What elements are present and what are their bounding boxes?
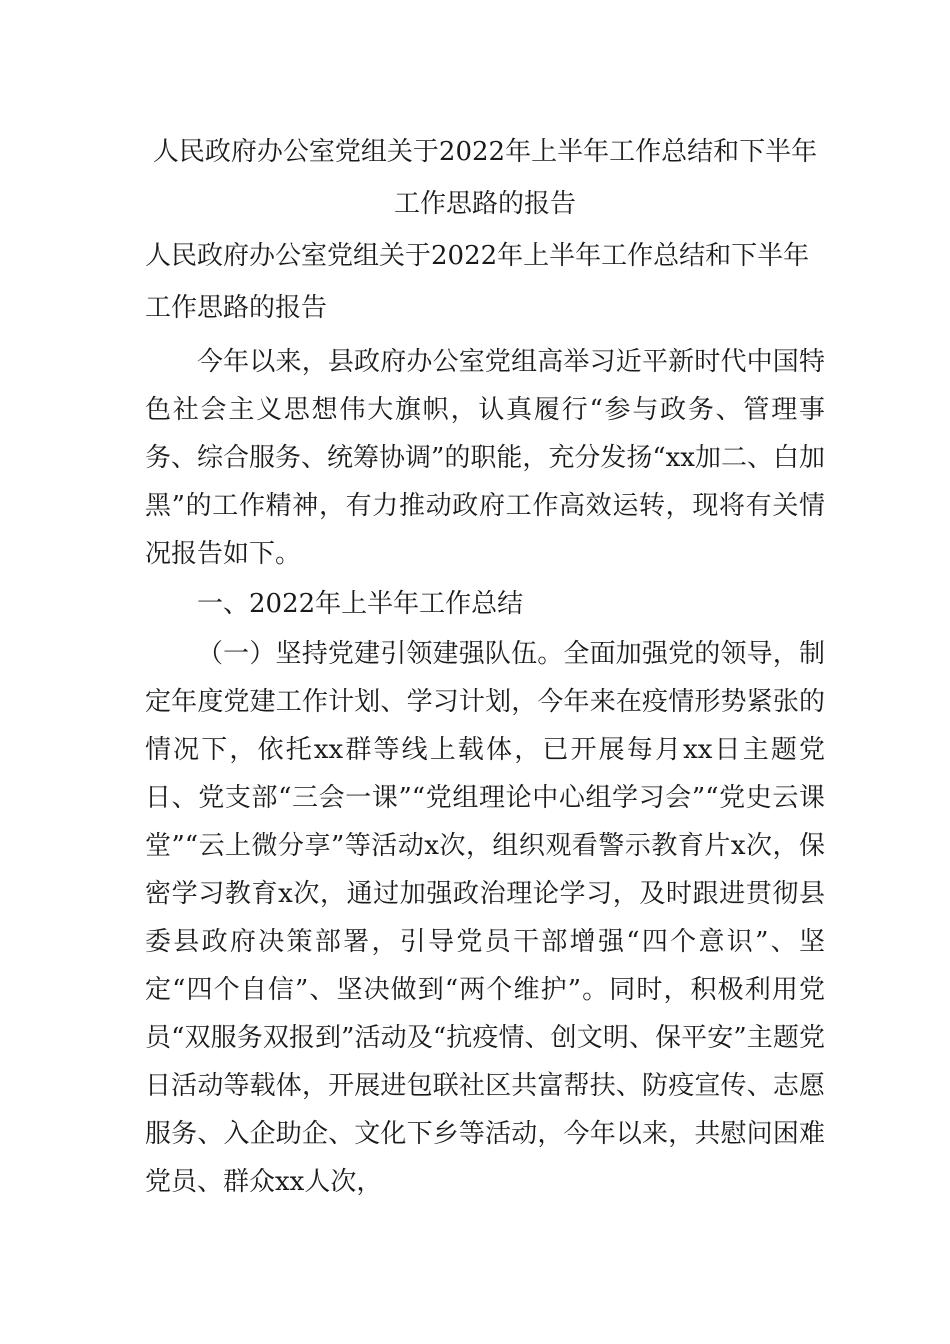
document-page bbox=[145, 126, 825, 1206]
section-1-paragraph-1: （一）坚持党建引领建强队伍。全面加强党的领导，制定年度党建工作计划、学习计划，今年来在疫情形势紧张的情况下，依托xx群等线上载体，已开展每月xx日主题党日、党支部“三会一课”“党组理论中心组学习会”“党史云课堂”“云上微分享”等活动x次，组织观看警示教育片x次，保密学习教育x次，通过加强政治理论学习，及时跟进贯彻县委县政府决策部署，引导党员干部增强“四个意识”、坚定“四个自信”、坚决做到“两个维护”。同时，积极利用党员“双服务双报到”活动及“抗疫情、创文明、保平安”主题党日活动等载体，开展进包联社区共富帮扶、防疫宣传、志愿服务、入企助企、文化下乡等活动，今年以来，共慰问困难党员、群众xx人次， bbox=[145, 639, 825, 1197]
document-body bbox=[145, 338, 825, 1206]
section-1-heading: 一、2022年上半年工作总结 bbox=[197, 589, 524, 619]
repeated-title bbox=[145, 230, 825, 334]
repeated-title-line-1: 人民政府办公室党组关于2022年上半年工作总结和下半年 bbox=[145, 241, 810, 271]
document-title bbox=[145, 126, 825, 230]
title-line-2: 工作思路的报告 bbox=[393, 189, 576, 219]
intro-paragraph: 今年以来，县政府办公室党组高举习近平新时代中国特色社会主义思想伟大旗帜，认真履行“参与政务、管理事务、综合服务、统筹协调”的职能，充分发扬“xx加二、白加黑”的工作精神，有力推动政府工作高效运转，现将有关情况报告如下。 bbox=[145, 347, 825, 569]
repeated-title-line-2: 工作思路的报告 bbox=[145, 293, 328, 323]
title-line-1: 人民政府办公室党组关于2022年上半年工作总结和下半年 bbox=[152, 137, 818, 167]
